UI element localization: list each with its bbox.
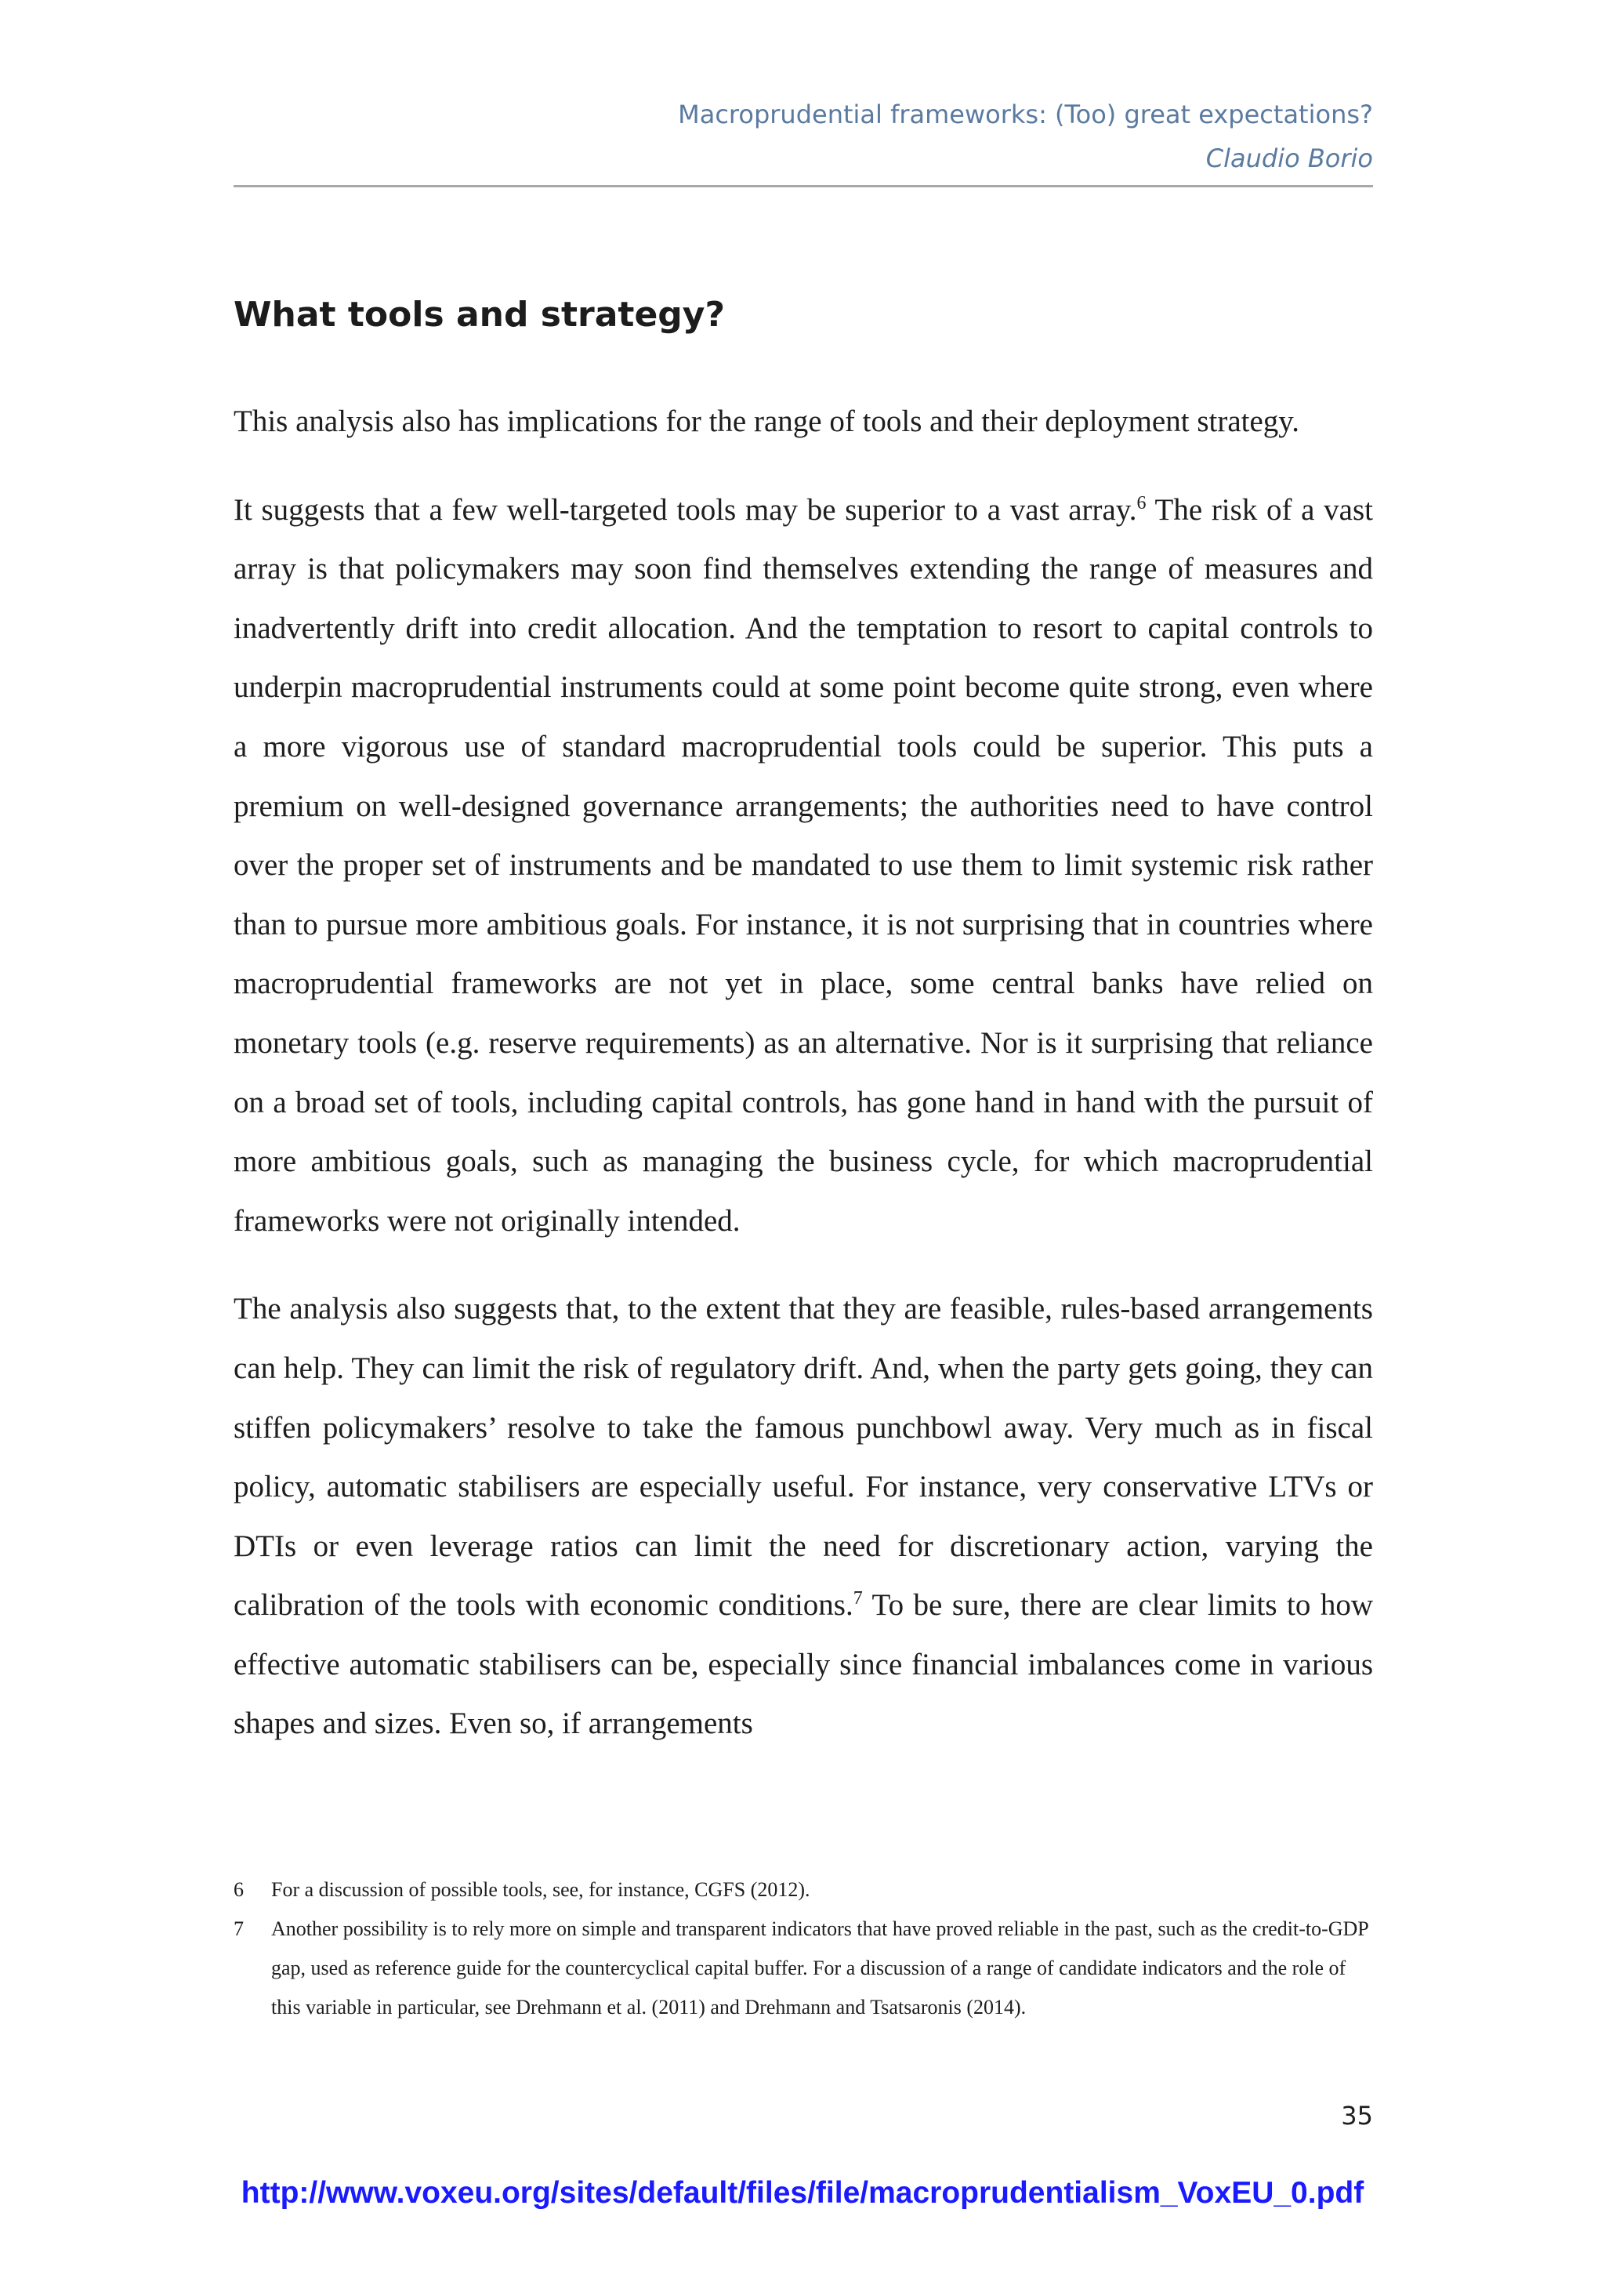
paragraph-3-text-a: The analysis also suggests that, to the extent that they are feasible, rules-based arrangements can help. They can limit the risk of regulatory drift. And, when the party gets going, they can stiffen policymakers’ resolve to take the famous punchbowl away. Very much as in fiscal policy, automatic stabilisers are especially useful. For instance, very conservative LTVs or DTIs or even leverage ratios can limit the need for discretionary action, varying the calibration of the tools with economic conditions. xyxy=(234,1292,1373,1623)
section-title: What tools and strategy? xyxy=(234,295,725,335)
footnote-ref-6[interactable]: 6 xyxy=(1136,492,1147,513)
paragraph-3-text-b: To be sure, there are clear limits to how effective automatic stabilisers can be, especially since financial imbalances come in various shapes and sizes. Even so, if arrangements xyxy=(234,1588,1373,1741)
footnote-number: 6 xyxy=(234,1878,244,1901)
footnote-text: For a discussion of possible tools, see, for instance, CGFS (2012). xyxy=(271,1878,810,1901)
running-header xyxy=(234,92,1373,180)
paragraph-3 xyxy=(234,1279,1373,1754)
footnote-number: 7 xyxy=(234,1917,244,1940)
paragraph-2-text-a: It suggests that a few well-targeted tools may be superior to a vast array. xyxy=(234,492,1137,527)
header-title: Macroprudential frameworks: (Too) great expectations? xyxy=(678,100,1373,129)
header-divider xyxy=(234,185,1373,187)
footnote-7 xyxy=(234,1910,1373,2027)
footnote-6 xyxy=(234,1870,1373,1910)
paragraph-2-text-b: The risk of a vast array is that policymakers may soon find themselves extending the range of measures and inadvertently drift into credit allocation. And the temptation to resort to capital controls to underpin macroprudential instruments could at some point become quite strong, even where a more vigorous use of standard macroprudential tools could be superior. This puts a premium on well-designed governance arrangements; the authorities need to have control over the proper set of instruments and be mandated to use them to limit systemic risk rather than to pursue more ambitious goals. For instance, it is not surprising that in countries where macroprudential frameworks are not yet in place, some central banks have relied on monetary tools (e.g. reserve requirements) as an alternative. Nor is it surprising that reliance on a broad set of tools, including capital controls, has gone hand in hand with the pursuit of more ambitious goals, such as managing the business cycle, for which macroprudential frameworks were not originally intended. xyxy=(234,492,1373,1238)
page-number: 35 xyxy=(1341,2101,1373,2131)
paragraph-1 xyxy=(234,392,1373,452)
footnote-text: Another possibility is to rely more on simple and transparent indicators that have proved reliable in the past, such as the credit-to-GDP gap, used as reference guide for the countercyclical capital buffer. For a discussion of a range of candidate indicators and the role of this variable in particular, see Drehmann et al. (2011) and Drehmann and Tsatsaronis (2014). xyxy=(271,1917,1368,2019)
paragraph-1-text: This analysis also has implications for the range of tools and their deployment strategy. xyxy=(234,404,1299,438)
body-text xyxy=(234,392,1373,1783)
header-author: Claudio Borio xyxy=(1205,143,1373,173)
paragraph-2 xyxy=(234,481,1373,1251)
footnote-ref-7[interactable]: 7 xyxy=(853,1588,863,1609)
source-url-link[interactable]: http://www.voxeu.org/sites/default/files/file/macroprudentialism_VoxEU_0.pdf xyxy=(241,2176,1364,2210)
footnotes xyxy=(234,1870,1373,2027)
